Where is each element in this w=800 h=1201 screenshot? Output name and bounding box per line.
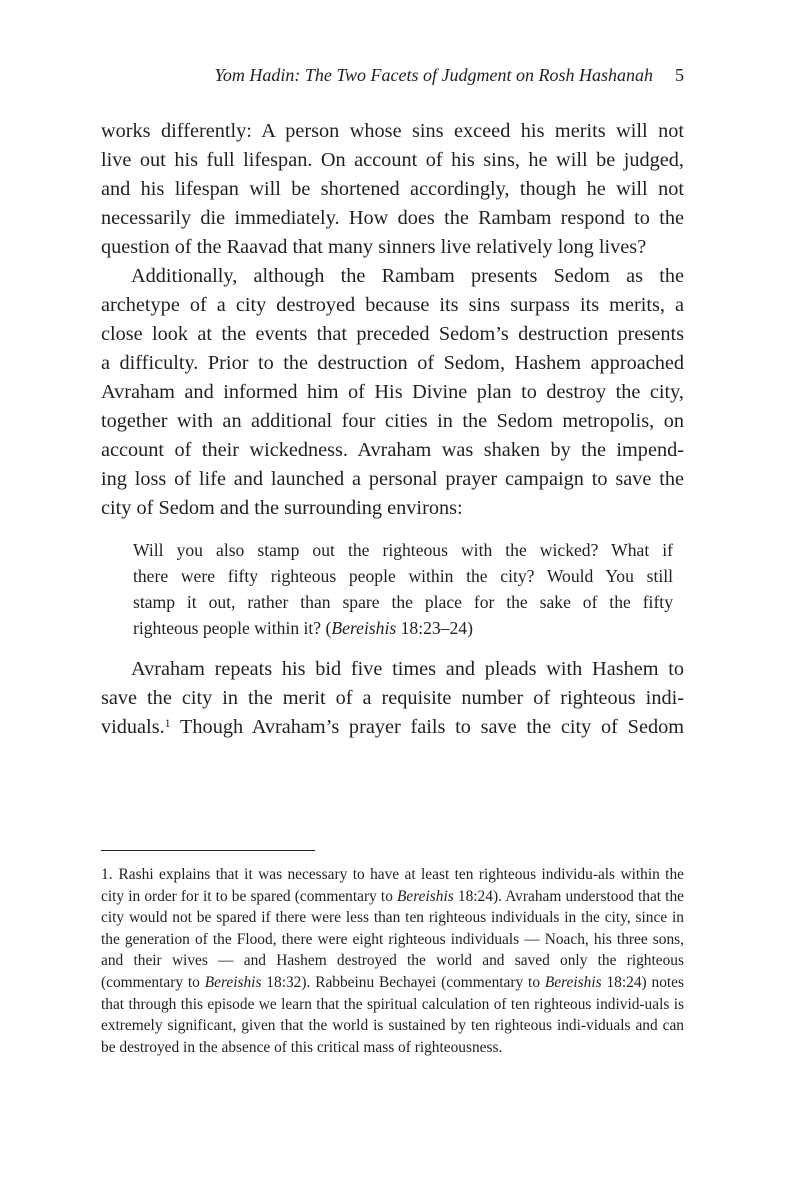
running-head — [101, 63, 684, 87]
text-line — [101, 713, 684, 742]
text-line: necessarily die immediately. How does the Rambam respond to the — [101, 207, 684, 229]
text-line: close look at the events that preceded Sedom’s destruction presents — [101, 323, 684, 345]
text-fragment: viduals. — [101, 716, 165, 738]
citation-book: Bereishis — [331, 618, 397, 638]
footnote-1 — [101, 864, 684, 1058]
text-line: live out his full lifespan. On account of his sins, he will be judged, — [101, 149, 684, 171]
text-line: Avraham and informed him of His Divine plan to destroy the city, — [101, 381, 684, 403]
quote-text: righteous people within it? ( — [133, 618, 332, 638]
book-title: Bereishis — [397, 887, 454, 905]
paragraph-continued — [101, 117, 684, 262]
text-line: Additionally, although the Rambam presents Sedom as the — [131, 265, 684, 287]
text-fragment: Though Avraham’s prayer fails to save the city of Sedom — [170, 716, 684, 738]
page-number: 5 — [675, 65, 684, 85]
main-text — [101, 117, 684, 742]
text-line: archetype of a city destroyed because its sins surpass its merits, a — [101, 294, 684, 316]
book-title: Bereishis — [544, 973, 602, 991]
text-line: account of their wickedness. Avraham was shaken by the impend- — [101, 439, 684, 461]
citation-ref: 18:23–24) — [396, 618, 473, 638]
book-title: Bereishis — [204, 973, 262, 991]
text-line: save the city in the merit of a requisite number of righteous indi- — [101, 687, 684, 709]
footnote-text: 18:32). Rabbeinu Bechayei (commentary to — [261, 973, 545, 991]
paragraph-additionally — [101, 262, 684, 523]
text-line: city of Sedom and the surrounding environs: — [101, 497, 463, 519]
quote-line: Will you also stamp out the righteous with the wicked? What if — [133, 540, 673, 560]
scripture-quote — [133, 537, 673, 641]
text-line: a difficulty. Prior to the destruction of Sedom, Hashem approached — [101, 352, 684, 374]
text-line: together with an additional four cities in the Sedom metropolis, on — [101, 410, 684, 432]
text-line: ing loss of life and launched a personal prayer campaign to save the — [101, 468, 684, 490]
quote-line — [133, 615, 673, 641]
quote-line: stamp it out, rather than spare the place for the sake of the fifty — [133, 592, 673, 612]
text-line: question of the Raavad that many sinners live relatively long lives? — [101, 236, 647, 258]
text-line: works differently: A person whose sins exceed his merits will not — [101, 120, 684, 142]
text-line: Avraham repeats his bid five times and pleads with Hashem to — [131, 658, 684, 680]
footnote-text: Rashi explains that it was necessary to have at least ten righteous individu-als within the city in order for it to be spared (commentary to — [101, 866, 684, 905]
footnote-divider — [101, 850, 315, 851]
footnote-number: 1. — [101, 866, 113, 883]
paragraph-avraham-repeats — [101, 655, 684, 742]
footnotes — [101, 864, 684, 1058]
footnote-reference[interactable]: 1 — [164, 716, 171, 730]
footnote-text: 18:24) notes that through this episode we learn that the spiritual calculation of ten righteous individ-uals is extremely significant, given that the world is sustained by ten righteous indi-viduals and can be destroyed in the absence of this critical mass of righteousness. — [101, 973, 684, 1056]
running-title: Yom Hadin: The Two Facets of Judgment on Rosh Hashanah — [214, 65, 653, 85]
footnote-text: 18:24). Avraham understood that the city would not be spared if there were less than ten righteous individuals in the city, since in the generation of the Flood, there were eight righteous individuals — Noach, his three sons, and their wives — and Hashem destroyed the world and saved only the righteous (commentary to — [101, 887, 684, 991]
text-line: and his lifespan will be shortened accordingly, though he will not — [101, 178, 684, 200]
quote-line: there were fifty righteous people within the city? Would You still — [133, 566, 673, 586]
